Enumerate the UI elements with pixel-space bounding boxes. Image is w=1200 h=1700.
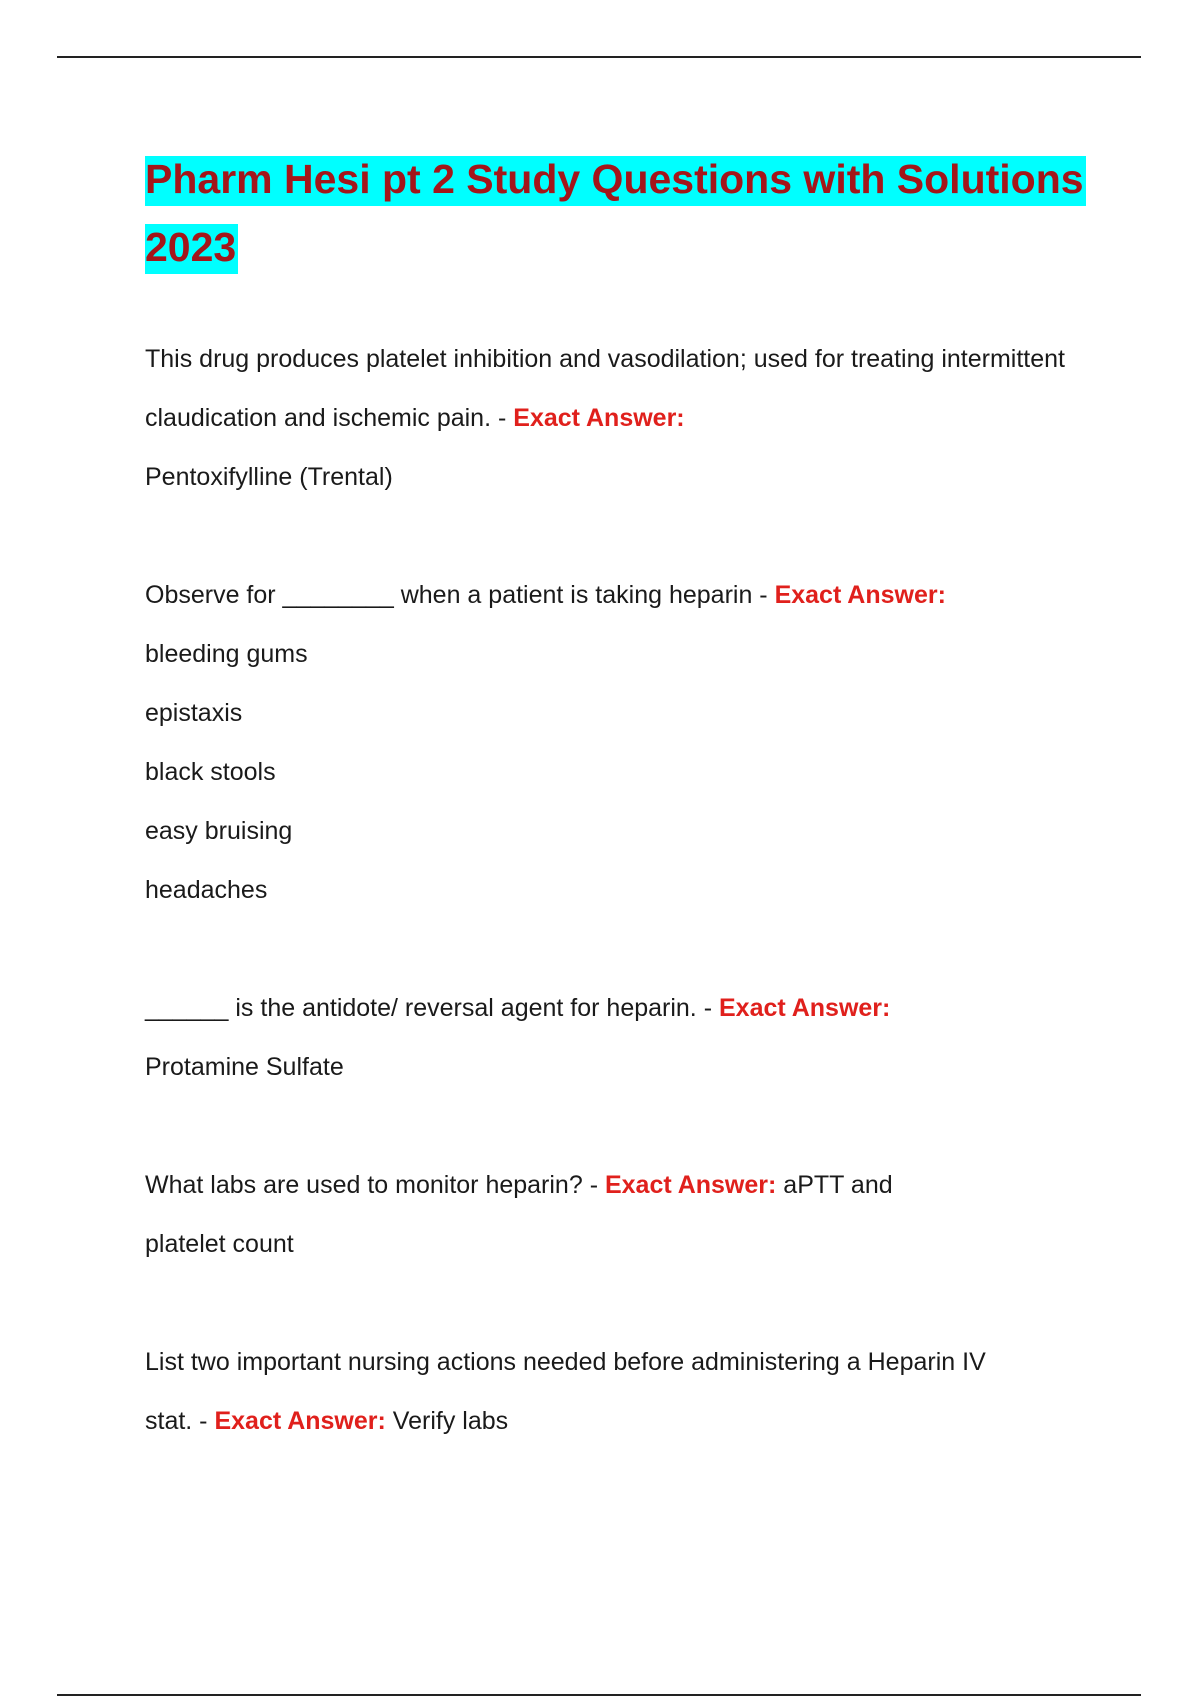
document-body (145, 330, 1105, 1510)
question-text: ______ is the antidote/ reversal agent for heparin. - (145, 994, 713, 1022)
footer-rule (57, 1694, 1141, 1696)
answer-text: Verify labs (392, 1407, 509, 1435)
answer-label: Exact Answer: (718, 994, 891, 1022)
answer-line: easy bruising (145, 817, 293, 845)
answer-text: Pentoxifylline (Trental) (145, 463, 393, 491)
answer-label: Exact Answer: (774, 581, 946, 609)
document-title: Pharm Hesi pt 2 Study Questions with Solutions 2023 (145, 145, 1085, 281)
qa-item (145, 1156, 965, 1274)
answer-line: bleeding gums (145, 640, 308, 668)
qa-item (145, 1333, 1025, 1451)
answer-label: Exact Answer: (513, 404, 685, 432)
qa-item (145, 330, 1105, 507)
answer-text: aPTT and platelet count (145, 1171, 893, 1258)
question-text: Observe for ________ when a patient is taking heparin - (145, 581, 768, 609)
answer-line: headaches (145, 876, 268, 904)
answer-text: Protamine Sulfate (145, 1053, 344, 1081)
qa-item (145, 979, 1105, 1097)
question-text: What labs are used to monitor heparin? - (145, 1171, 599, 1199)
header-rule (57, 56, 1141, 58)
answer-label: Exact Answer: (604, 1171, 777, 1199)
answer-line: epistaxis (145, 699, 243, 727)
question-text: This drug produces platelet inhibition and vasodilation; used for treating intermittent claudication and ischemic pain. - (145, 345, 1065, 432)
answer-line: black stools (145, 758, 276, 786)
answer-label: Exact Answer: (214, 1407, 386, 1435)
qa-item (145, 566, 1105, 920)
question-text: List two important nursing actions needed before administering a Heparin IV stat. - (145, 1348, 986, 1435)
